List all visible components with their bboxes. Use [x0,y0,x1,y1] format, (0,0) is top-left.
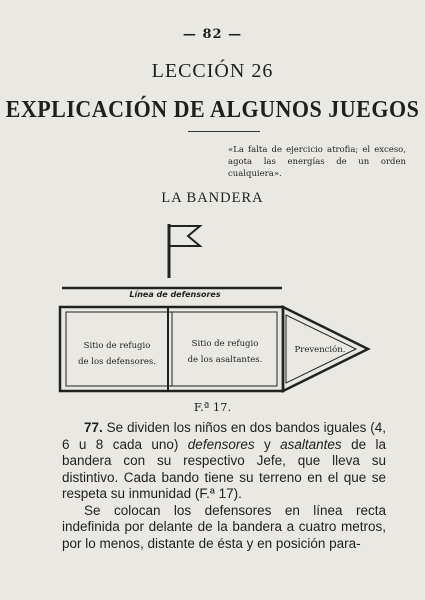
paragraph-number: 77. [84,420,103,435]
defenders-refuge-line2: de los defensores. [78,357,156,367]
defenders-refuge-line1: Sitio de refugio [83,341,151,351]
figure-caption: F.ª 17. [193,400,232,414]
paragraph-77 [62,420,386,503]
asaltantes-term: asaltantes [280,436,342,452]
lesson-heading: LECCIÓN 26 [151,60,274,82]
paragraph-77-part-c: de la bandera con su respectivo Jefe, que lleva su distintivo. Cada bando tiene su terreno en el que se respeta su inmunidad (F.ª 17). [62,436,386,501]
flag-icon [169,226,200,246]
section-title: LA BANDERA [161,190,264,206]
paragraph-77-part-a: Se dividen los niños en dos bandos iguales (4, 6 u 8 cada uno) [62,420,386,452]
page-number: — 82 — [182,27,243,42]
attackers-refuge-line2: de los asaltantes. [187,355,263,365]
defensores-term: defensores [187,436,255,452]
page-title: EXPLICACIÓN DE ALGUNOS JUEGOS [5,94,420,123]
attackers-refuge-line1: Sitio de refugio [191,339,259,349]
title-rule [188,131,260,132]
paragraph-77-part-b: y [254,436,281,452]
body-text [62,420,386,552]
paragraph-2: Se colocan los defensores en línea recta indefinida por delante de la bandera a cuatro metros, por lo menos, distante de ésta y en posición para- [62,502,386,551]
epigraph: «La falta de ejercicio atrofia; el exceso, agota las energías de un orden cualquiera». [228,145,406,179]
line-of-defenders-label: Línea de defensores [129,290,221,299]
prevention-label: Prevención. [294,345,346,355]
defenders-refuge-label [68,338,166,370]
field-diagram [0,218,425,396]
attackers-refuge-label [174,336,276,368]
